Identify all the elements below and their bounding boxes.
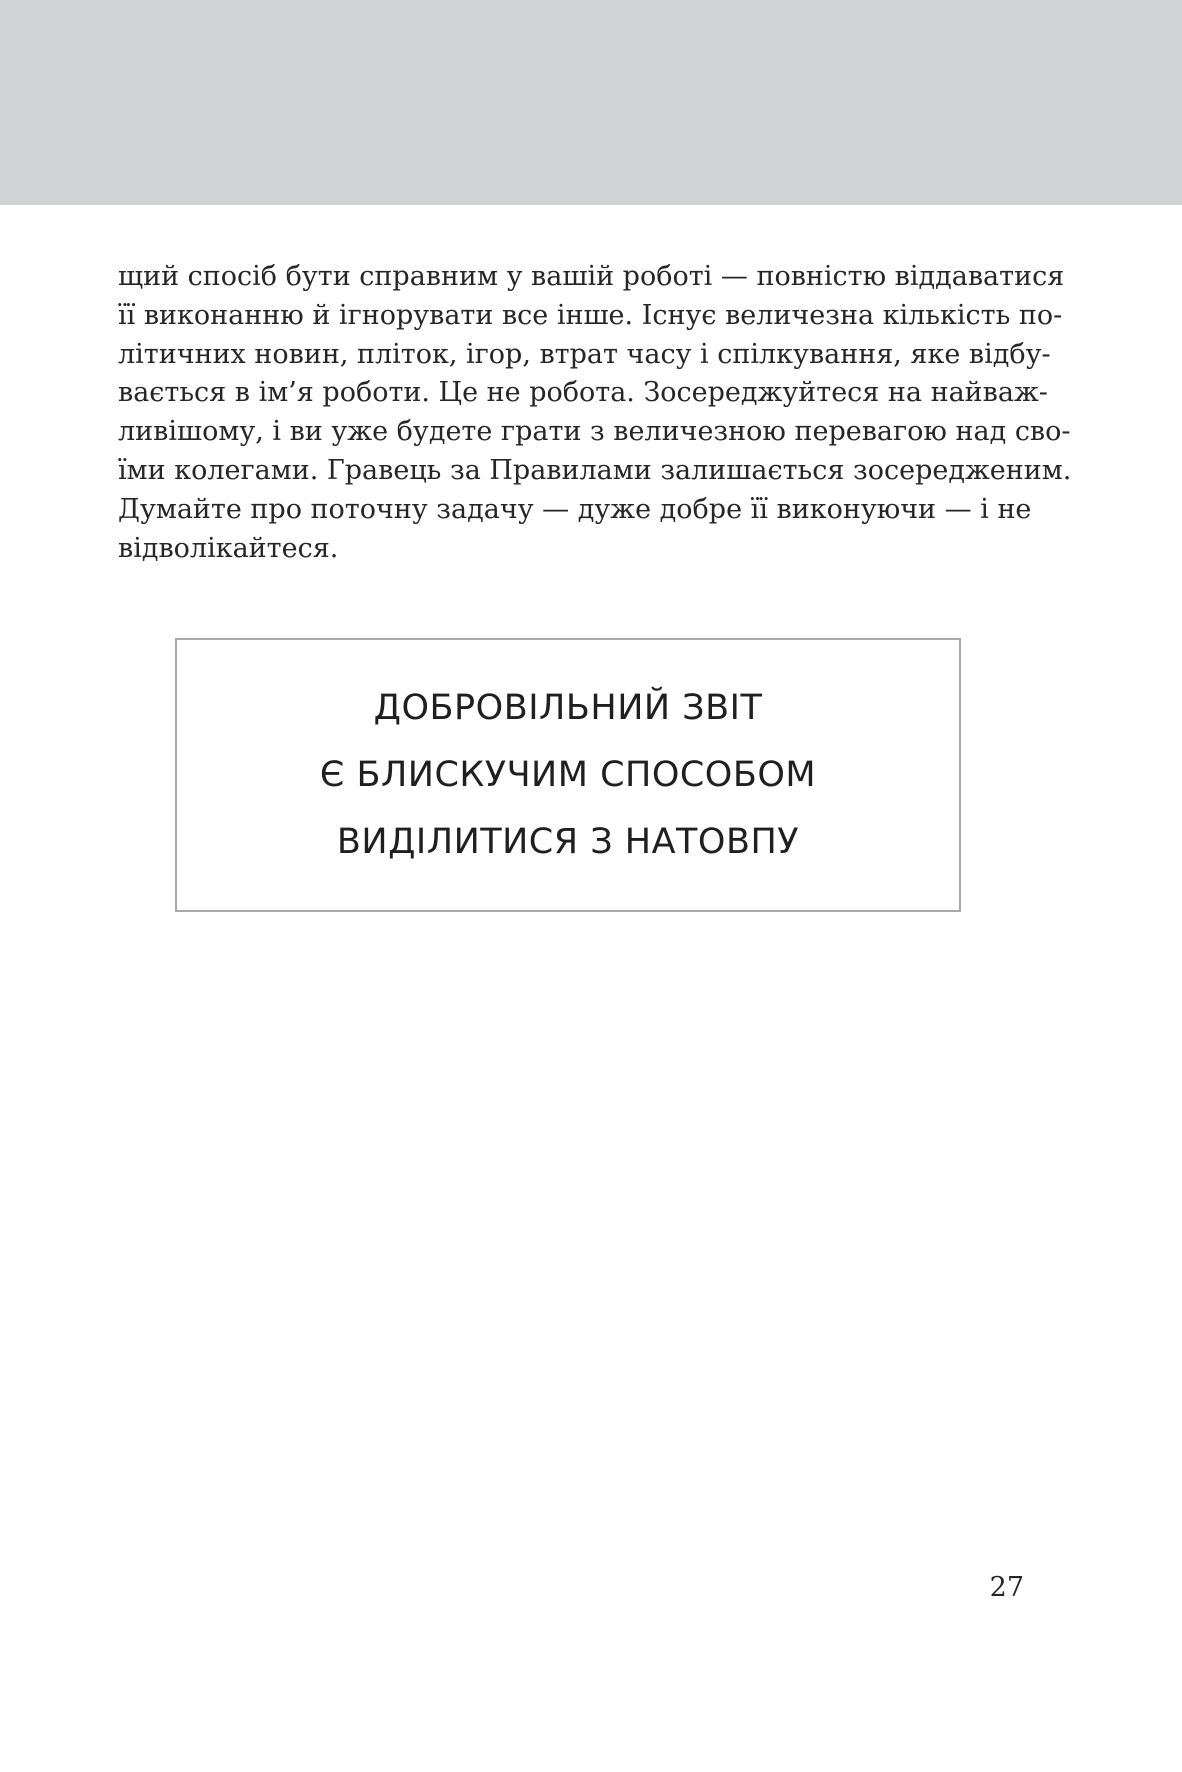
body-line: їми колегами. Гравець за Правилами залишається зосередженим. xyxy=(118,454,1072,486)
body-line: щий спосіб бути справним у вашій роботі — повністю віддаватися xyxy=(118,261,1065,292)
pull-quote-box xyxy=(175,638,961,912)
body-line: літичних новин, пліток, ігор, втрат часу і спілкування, яке відбу- xyxy=(118,338,1051,370)
body-paragraph xyxy=(118,258,1072,568)
body-line: Думайте про поточну задачу — дуже добре її виконуючи — і не xyxy=(118,493,1032,525)
body-line: її виконанню й ігнорувати все інше. Існує величезна кількість по- xyxy=(118,299,1063,331)
body-line: ливішому, і ви уже будете грати з величезною перевагою над сво- xyxy=(118,416,1071,448)
page-header-band xyxy=(0,0,1182,205)
pull-quote-line: ВИДІЛИТИСЯ З НАТОВПУ xyxy=(336,821,800,862)
body-line: відволікайтеся. xyxy=(118,532,339,564)
page-number: 27 xyxy=(989,1572,1024,1603)
body-line: вається в ім’я роботи. Це не робота. Зосереджуйтеся на найваж- xyxy=(118,377,1048,409)
pull-quote-line: ДОБРОВІЛЬНИЙ ЗВІТ xyxy=(373,687,763,728)
pull-quote-line: Є БЛИСКУЧИМ СПОСОБОМ xyxy=(319,754,817,795)
